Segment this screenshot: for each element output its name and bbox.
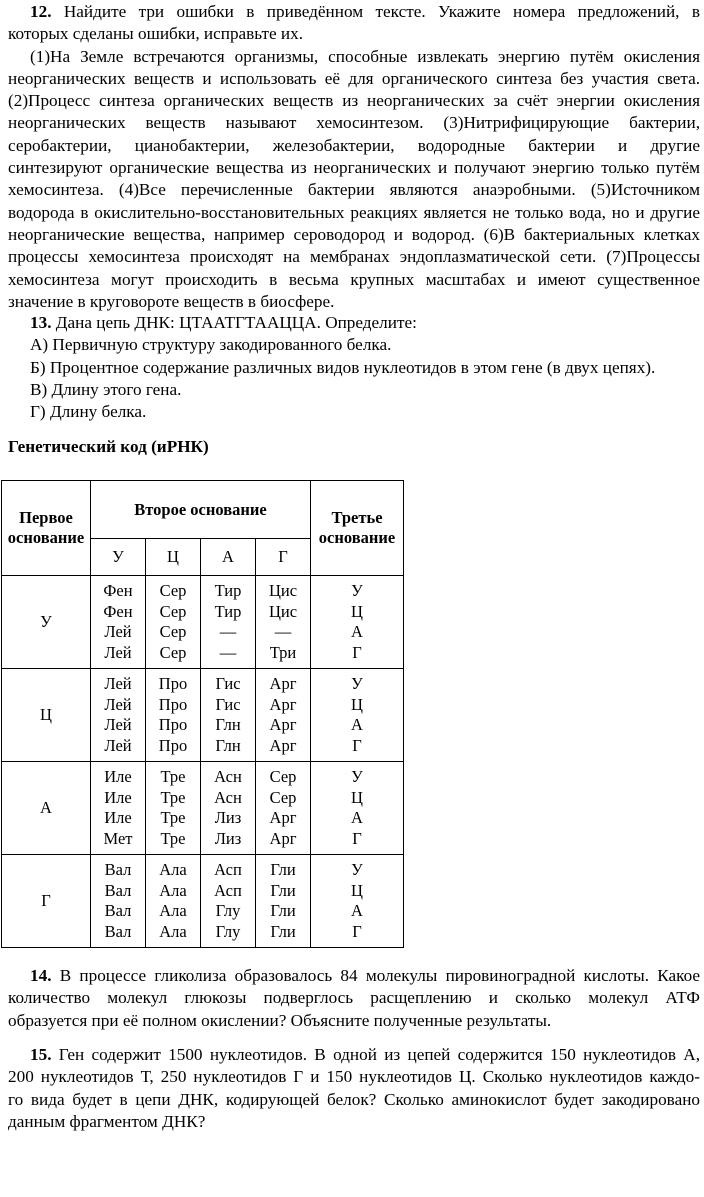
amino-acid-cell: Асн Асн Лиз Лиз — [201, 762, 256, 855]
second-base-cell: Г — [256, 539, 311, 576]
third-base-cell: У Ц А Г — [311, 669, 404, 762]
first-base-cell: У — [2, 576, 91, 669]
q12-line: (1)На Земле встречаются организмы, способные извлекать энергию путём окисления — [30, 46, 700, 66]
q12-line: синтезируют органические вещества из неорганических и получают энергию только путём — [8, 158, 700, 178]
q12-line: хемосинтеза могут происходить в весьма крупных масштабах и имеют существенное — [8, 269, 700, 289]
q12-line: водорода в окислительно-восстановительных реакциях является не только вода, но и другие — [8, 202, 700, 222]
codon-group-row — [2, 855, 404, 948]
first-base-cell: Ц — [2, 669, 91, 762]
third-base-cell: У Ц А Г — [311, 762, 404, 855]
amino-acid-cell: Вал Вал Вал Вал — [91, 855, 146, 948]
amino-acid-cell: Гис Гис Глн Глн — [201, 669, 256, 762]
q13-item: В) Длину этого гена. — [30, 379, 182, 399]
q14-line: количество молекул глюкозы подверглось расщеплению и сколько молекул АТФ — [8, 988, 700, 1008]
q13-item: Б) Процентное содержание различных видов нуклеотидов в этом гене (в двух цепях). — [30, 357, 656, 377]
q12-line: хемосинтеза. (4)Все перечисленные бактерии являются анаэробными. (5)Источником — [8, 180, 700, 200]
amino-acid-cell: Про Про Про Про — [146, 669, 201, 762]
header-first-base: Первое основание — [2, 481, 91, 576]
q12-line: которых сделаны ошибки, исправьте их. — [8, 24, 303, 44]
first-base-cell: Г — [2, 855, 91, 948]
genetic-code-table — [1, 480, 404, 948]
second-base-cell: А — [201, 539, 256, 576]
q14-line: образуется при её полном окислении? Объясните полученные результаты. — [8, 1010, 552, 1030]
header-second-base: Второе основание — [91, 481, 311, 539]
q12-line: серобактерии, цианобактерии, железобактерии, водородные бактерии и другие — [8, 135, 700, 155]
codon-group-row — [2, 762, 404, 855]
first-base-cell: А — [2, 762, 91, 855]
third-base-cell: У Ц А Г — [311, 855, 404, 948]
amino-acid-cell: Ала Ала Ала Ала — [146, 855, 201, 948]
q12-line: неорганических веществ называют хемосинтезом. (3)Нитрифицирующие бактерии, — [8, 113, 700, 133]
q12-number: 12. — [30, 2, 52, 21]
amino-acid-cell: Тре Тре Тре Тре — [146, 762, 201, 855]
q12-line: значение в круговороте веществ в биосфере. — [8, 291, 335, 311]
q15-line: 200 нуклеотидов Т, 250 нуклеотидов Г и 150 нуклеотидов Ц. Сколько нуклеотидов каждо- — [8, 1067, 700, 1087]
amino-acid-cell: Цис Цис — Три — [256, 576, 311, 669]
amino-acid-cell: Арг Арг Арг Арг — [256, 669, 311, 762]
q14-line-1: 14. В процессе гликолиза образовалось 84 молекулы пировиноградной кислоты. Какое — [30, 966, 700, 985]
codon-group-row — [2, 669, 404, 762]
amino-acid-cell: Иле Иле Иле Мет — [91, 762, 146, 855]
q15-number: 15. — [30, 1045, 52, 1064]
amino-acid-cell: Асп Асп Глу Глу — [201, 855, 256, 948]
header-third-base: Третье основание — [311, 481, 404, 576]
q14-number: 14. — [30, 966, 52, 985]
q15-line-1: 15. Ген содержит 1500 нуклеотидов. В одной из цепей содержится 150 нуклеотидов А, — [30, 1045, 700, 1064]
genetic-code-title: Генетический код (иРНК) — [8, 437, 209, 456]
codon-group-row — [2, 576, 404, 669]
table-header-row — [2, 481, 404, 539]
amino-acid-cell: Гли Гли Гли Гли — [256, 855, 311, 948]
q12-line: неорганические вещества, например сероводород и водород. (6)В бактериальных клетках — [8, 224, 700, 244]
question-13 — [8, 312, 700, 423]
amino-acid-cell: Сер Сер Арг Арг — [256, 762, 311, 855]
question-14 — [8, 965, 700, 1032]
q13-item: А) Первичную структуру закодированного белка. — [30, 335, 392, 355]
q13-line-1: 13. Дана цепь ДНК: ЦТААТГТААЦЦА. Определите: — [30, 313, 417, 332]
q13-item: Г) Длину белка. — [30, 402, 147, 422]
q15-line: го вида будет в цепи ДНК, кодирующей белок? Сколько аминокислот будет закодировано — [8, 1089, 700, 1109]
q12-line: (2)Процесс синтеза органических веществ из неорганических за счёт энергии окисления — [8, 91, 700, 111]
amino-acid-cell: Фен Фен Лей Лей — [91, 576, 146, 669]
second-base-cell: У — [91, 539, 146, 576]
third-base-cell: У Ц А Г — [311, 576, 404, 669]
amino-acid-cell: Сер Сер Сер Сер — [146, 576, 201, 669]
q12-line: процессы хемосинтеза происходят на мембранах эндоплазматической сети. (7)Процессы — [8, 247, 700, 267]
q13-number: 13. — [30, 313, 52, 332]
question-15 — [8, 1044, 700, 1133]
q12-line-1: 12. Найдите три ошибки в приведённом тексте. Укажите номера предложений, в — [30, 2, 700, 21]
second-base-cell: Ц — [146, 539, 201, 576]
amino-acid-cell: Лей Лей Лей Лей — [91, 669, 146, 762]
q15-line: данным фрагментом ДНК? — [8, 1111, 206, 1131]
q12-line: неорганических веществ и использовать её для органического синтеза без участия света. — [8, 68, 700, 88]
amino-acid-cell: Тир Тир — — — [201, 576, 256, 669]
question-12 — [8, 1, 700, 313]
